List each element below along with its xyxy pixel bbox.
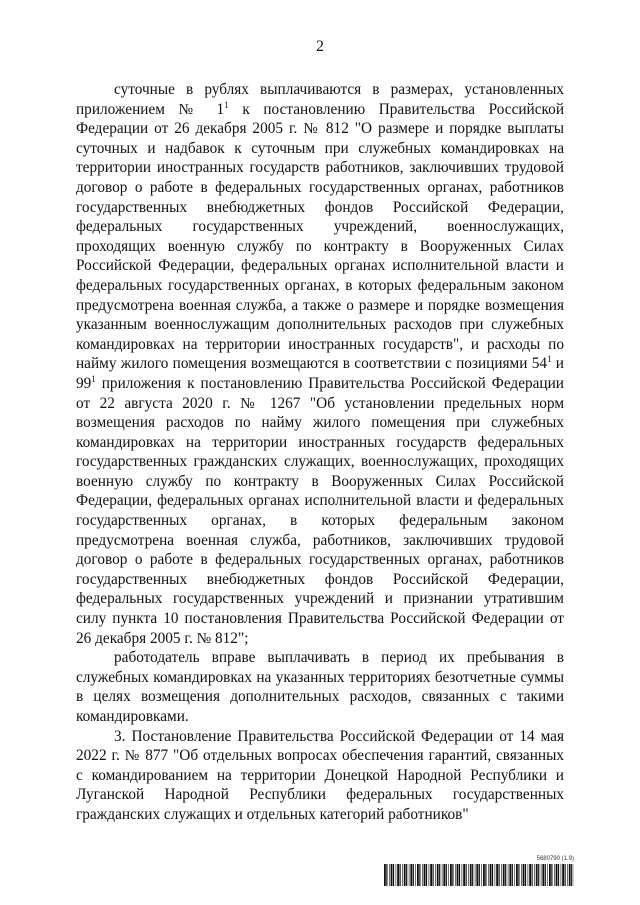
barcode-bar — [415, 864, 416, 886]
barcode-bar — [495, 864, 496, 886]
barcode-icon — [384, 864, 574, 886]
barcode-bar — [567, 864, 568, 886]
barcode-bar — [514, 864, 515, 886]
barcode-bar — [442, 864, 443, 886]
barcode-bar — [463, 864, 465, 886]
barcode-bar — [417, 864, 419, 886]
barcode-bar — [556, 864, 558, 886]
barcode-bar — [433, 864, 434, 886]
barcode-bar — [542, 864, 544, 886]
paragraph-text: 3. Постановление Правительства Российской Федерации от 14 мая 2022 г. № 877 "Об отдельных вопросах обеспечения гарантий, связанных с командированием на территории Донецкой Народной Республики и Луганской Народной Республики федеральных государственных гражданских служащих и отдельных категорий работников" — [76, 727, 564, 823]
barcode-bar — [501, 864, 502, 886]
barcode-bar — [446, 864, 447, 886]
barcode-bar — [508, 864, 509, 886]
barcode-bar — [472, 864, 473, 886]
barcode-bar — [569, 864, 571, 886]
footnote-superscript: 1 — [91, 373, 96, 384]
paragraph-text: и 99 — [76, 355, 564, 392]
barcode-bar — [435, 864, 436, 886]
barcode-bar — [470, 864, 472, 886]
paragraph-p1 — [76, 80, 564, 648]
barcode-bar — [391, 864, 393, 886]
barcode-bar — [499, 864, 500, 886]
barcode-bar — [532, 864, 533, 886]
barcode-bar — [505, 864, 506, 886]
paragraph-text: к постановлению Правительства Российской Федерации от 26 декабря 2005 г. № 812 "О размере и порядке выплаты суточных и надбавок к суточным при служебных командировках на территории иностранных государств работников, заключивших трудовой договор о работе в федеральных государственных органах, работников государственных внебюджетных фондов Российской Федерации, федеральных государственных учреждений, военнослужащих, проходящих военную службу по контракту в Вооруженных Силах Российской Федерации, федеральных органах исполнительной власти и федеральных государственных органах, в которых федеральным законом предусмотрена военная служба, а также о размере и порядке возмещения указанным военнослужащим дополнительных расходов при служебных командировках на территории иностранных государств", и расходы по найму жилого помещения возмещаются в соответствии с позициями 54 — [76, 100, 565, 373]
barcode-bar — [452, 864, 453, 886]
page-number: 2 — [316, 38, 324, 55]
barcode-bar — [413, 864, 414, 886]
barcode-bar — [496, 864, 498, 886]
paragraph-p3 — [76, 727, 564, 825]
barcode-bar — [384, 864, 386, 886]
barcode-bar — [562, 864, 564, 886]
barcode-bar — [439, 864, 440, 886]
barcode-bar — [529, 864, 531, 886]
barcode-bar — [547, 864, 548, 886]
barcode-bar — [397, 864, 399, 886]
barcode-bar — [422, 864, 423, 886]
barcode-bar — [402, 864, 403, 886]
barcode-bar — [400, 864, 401, 886]
barcode-bar — [410, 864, 412, 886]
barcode-bar — [551, 864, 552, 886]
barcode-bar — [443, 864, 445, 886]
barcode-bar — [541, 864, 542, 886]
barcode-bar — [386, 864, 387, 886]
document-body — [76, 80, 564, 825]
barcode-bar — [528, 864, 529, 886]
document-code: 5680790 (1.9) — [536, 856, 574, 862]
barcode-bar — [503, 864, 505, 886]
paragraph-p2 — [76, 648, 564, 726]
paragraph-text: приложения к постановлению Правительства Российской Федерации от 22 августа 2020 г. № 1267 "Об установлении предельных норм возмещения расходов по найму жилого помещения при служебных командировках на территории иностранных государств федеральных государственных гражданских служащих, военнослужащих, проходящих военную службу по контракту в Вооруженных Силах Российской Федерации, федеральных органах исполнительной власти и федеральных государственных органах, в которых федеральным законом предусмотрена военная служба, работников, заключивших трудовой договор о работе в федеральных государственных органах, работников государственных внебюджетных фондов Российской Федерации, федеральных государственных учреждений и признании утратившим силу пункта 10 постановления Правительства Российской Федерации от 26 декабря 2005 г. № 812"; — [76, 374, 564, 647]
barcode-bar — [545, 864, 546, 886]
barcode-bar — [396, 864, 397, 886]
paragraph-text: суточные в рублях выплачиваются в размерах, установленных приложением № 1 — [76, 81, 564, 118]
barcode-bar — [488, 864, 489, 886]
barcode-bar — [492, 864, 493, 886]
barcode-bar — [512, 864, 513, 886]
barcode-bar — [509, 864, 511, 886]
barcode-bar — [429, 864, 430, 886]
paragraph-text: работодатель вправе выплачивать в период их пребывания в служебных командировках на указанных территориях безотчетные суммы в целях возмещения дополнительных расходов, связанных с такими командировками. — [76, 649, 564, 725]
barcode-bar — [468, 864, 469, 886]
barcode-bar — [558, 864, 559, 886]
footnote-superscript: 1 — [547, 354, 552, 365]
barcode-bar — [518, 864, 519, 886]
barcode-bar — [571, 864, 572, 886]
barcode-bar — [549, 864, 551, 886]
barcode-bar — [490, 864, 492, 886]
barcode-bar — [393, 864, 394, 886]
barcode-bar — [554, 864, 555, 886]
barcode-bar — [536, 864, 538, 886]
barcode-bar — [404, 864, 406, 886]
barcode-bar — [523, 864, 525, 886]
barcode-bar — [534, 864, 535, 886]
barcode-bar — [430, 864, 432, 886]
barcode-bar — [525, 864, 526, 886]
barcode-bar — [466, 864, 467, 886]
barcode-bar — [437, 864, 439, 886]
barcode-bar — [419, 864, 420, 886]
barcode-bar — [462, 864, 463, 886]
barcode-bar — [455, 864, 456, 886]
barcode-bar — [475, 864, 476, 886]
barcode-bar — [476, 864, 478, 886]
barcode-bar — [450, 864, 452, 886]
barcode-bar — [538, 864, 539, 886]
barcode-bar — [479, 864, 480, 886]
barcode-bar — [424, 864, 426, 886]
barcode-bar — [409, 864, 410, 886]
footnote-superscript: 1 — [224, 99, 229, 110]
barcode-bar — [389, 864, 390, 886]
barcode-bar — [457, 864, 459, 886]
barcode-bar — [448, 864, 449, 886]
barcode-bar — [481, 864, 482, 886]
barcode-bar — [516, 864, 518, 886]
barcode-bar — [483, 864, 485, 886]
barcode-bar — [426, 864, 427, 886]
barcode-bar — [459, 864, 460, 886]
barcode-bar — [485, 864, 486, 886]
barcode-bar — [561, 864, 562, 886]
barcode-bar — [406, 864, 407, 886]
barcode-bar — [521, 864, 522, 886]
barcode-bar — [565, 864, 566, 886]
